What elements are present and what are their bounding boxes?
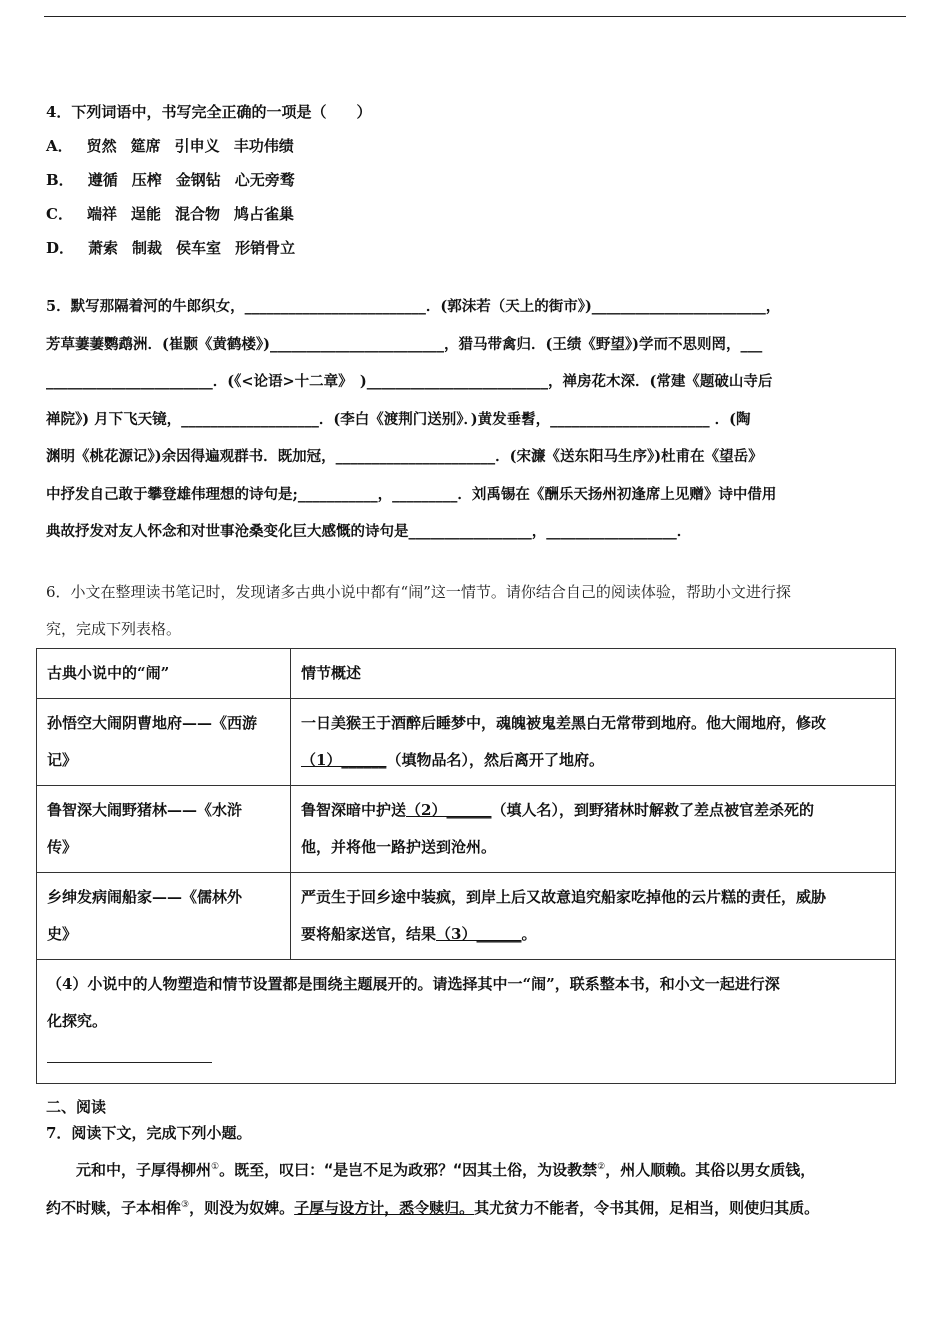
option-a: A． 贸然 筵席 引申义 丰功伟绩 <box>46 137 294 155</box>
table-row <box>37 873 896 960</box>
table-cell: 严贡生于回乡途中装疯，到岸上后又故意追究船家吃掉他的云片糕的责任，威胁 要将船家送官，结果（3）______。 <box>291 873 896 960</box>
question-5-line: 中抒发自己敢于攀登雄伟理想的诗句是;___________，_________．刘禹锡在《酬乐天扬州初逢席上见赠》诗中借用 <box>46 485 777 503</box>
underlined-sentence: 子厚与设方计，悉令赎归。 <box>294 1199 475 1217</box>
header-rule <box>44 16 906 17</box>
question-4-stem: 4．下列词语中，书写完全正确的一项是（ ） <box>46 103 372 121</box>
question-5 <box>46 288 906 551</box>
table-cell: 一日美猴王于酒醉后睡梦中，魂魄被鬼差黑白无常带到地府。他大闹地府，修改 （1）______（填物品名），然后离开了地府。 <box>291 699 896 786</box>
answer-blank-3[interactable]: （3）______ <box>436 925 522 943</box>
section-heading: 二、阅读 <box>46 1098 107 1116</box>
question-5-line: 禅院》) 月下飞天镜，___________________．(李白《渡荆门送别》．)黄发垂髫，______________________ ．(陶 <box>46 410 751 428</box>
question-5-line: 渊明《桃花源记》)余因得遍观群书．既加冠，______________________．(宋濂《送东阳马生序》)杜甫在《望岳》 <box>46 448 763 465</box>
table-header-row <box>37 649 896 699</box>
reading-passage <box>46 1150 908 1226</box>
table-cell: 乡绅发病闹船家——《儒林外 史》 <box>37 873 291 960</box>
passage-line: 元和中，子厚得柳州①。既至，叹曰：“是岂不足为政邪？“因其土俗，为设教禁②，州人顺赖。其俗以男女质钱， <box>46 1161 816 1179</box>
table-header-cell: 情节概述 <box>291 649 896 699</box>
question-5-line: _______________________．(《<论语>十二章》 )_________________________，禅房花木深．(常建《题破山寺后 <box>46 373 773 390</box>
question-6-table <box>36 648 896 1084</box>
question-5-line: 5．默写那隔着河的牛郎织女，_________________________．(郭沫若（天上的街市》)________________________， <box>46 298 781 315</box>
question-6-intro: 6．小文在整理读书笔记时，发现诸多古典小说中都有“闹”这一情节。请你结合自己的阅读体验，帮助小文进行探 究，完成下列表格。 <box>46 583 791 638</box>
question-7-stem: 7．阅读下文，完成下列小题。 <box>46 1124 252 1142</box>
answer-blank-1[interactable]: （1）______ <box>301 751 387 769</box>
option-d: D． 萧索 制裁 侯车室 形销骨立 <box>46 239 296 257</box>
table-row <box>37 699 896 786</box>
passage-line: 约不时赎，子本相侔③，则没为奴婢。子厚与设方计，悉令赎归。其尤贫力不能者，令书其佣，足相当，则使归其质。 <box>46 1199 820 1217</box>
table-row <box>37 786 896 873</box>
question-4 <box>46 95 906 265</box>
option-b: B． 遵循 压榨 金钢钻 心无旁骛 <box>46 171 295 189</box>
answer-line[interactable] <box>47 1048 212 1063</box>
option-c: C． 端祥 逞能 混合物 鸠占雀巢 <box>46 205 295 223</box>
table-cell: 鲁智深暗中护送（2）______（填人名），到野猪林时解救了差点被官差杀死的 他，并将他一路护送到沧州。 <box>291 786 896 873</box>
answer-blank-2[interactable]: （2）______ <box>406 801 492 819</box>
question-5-line: 芳草萋萋鹦鹉洲．(崔颢《黄鹤楼》)________________________，猎马带禽归．(王绩《野望》)学而不思则罔，___ <box>46 335 763 353</box>
table-row <box>37 960 896 1084</box>
table-header-cell: 古典小说中的“闹” <box>37 649 291 699</box>
table-cell: 鲁智深大闹野猪林——《水浒 传》 <box>37 786 291 873</box>
section-2 <box>46 1094 251 1146</box>
question-5-line: 典故抒发对友人怀念和对世事沧桑变化巨大感慨的诗句是_________________，__________________． <box>46 523 692 540</box>
table-cell-wide: （4）小说中的人物塑造和情节设置都是围绕主题展开的。请选择其中一“闹”，联系整本书，和小文一起进行深 化探究。 <box>37 960 896 1084</box>
table-cell: 孙悟空大闹阴曹地府——《西游 记》 <box>37 699 291 786</box>
